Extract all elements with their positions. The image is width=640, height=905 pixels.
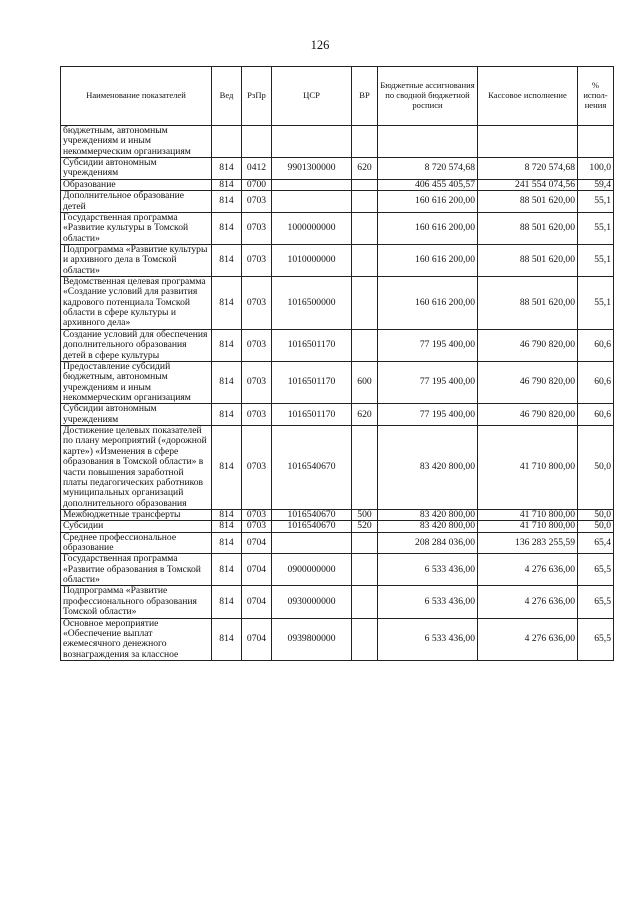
- cell-plan: 83 420 800,00: [378, 509, 478, 520]
- cell-pct: 55,1: [578, 212, 614, 244]
- cell-ved: 814: [212, 191, 242, 213]
- cell-ved: 814: [212, 521, 242, 532]
- cell-plan: 77 195 400,00: [378, 361, 478, 403]
- header-name: Наименование показателей: [61, 67, 212, 126]
- cell-csr: 1016540670: [272, 426, 352, 510]
- cell-rzpr: 0703: [242, 329, 272, 361]
- cell-rzpr: 0703: [242, 404, 272, 426]
- cell-ved: 814: [212, 404, 242, 426]
- cell-csr: 1010000000: [272, 244, 352, 276]
- cell-ved: 814: [212, 509, 242, 520]
- cell-ved: 814: [212, 554, 242, 586]
- cell-rzpr: [242, 126, 272, 158]
- cell-csr: 1016540670: [272, 521, 352, 532]
- header-vr: ВР: [352, 67, 378, 126]
- cell-csr: 0900000000: [272, 554, 352, 586]
- cell-vr: 620: [352, 404, 378, 426]
- cell-ved: 814: [212, 212, 242, 244]
- table-row: [61, 277, 614, 330]
- cell-ved: 814: [212, 179, 242, 190]
- table-row: [61, 521, 614, 532]
- cell-rzpr: 0703: [242, 361, 272, 403]
- cell-csr: [272, 532, 352, 554]
- cell-vr: [352, 426, 378, 510]
- cell-csr: 1000000000: [272, 212, 352, 244]
- cell-rzpr: 0703: [242, 509, 272, 520]
- cell-name: Субсидии: [61, 521, 212, 532]
- cell-name: Основное мероприятие «Обеспечение выплат ежемесячного денежного вознаграждения за классное: [61, 618, 212, 660]
- cell-fact: 4 276 636,00: [478, 618, 578, 660]
- cell-rzpr: 0703: [242, 191, 272, 213]
- cell-fact: 8 720 574,68: [478, 158, 578, 180]
- cell-plan: 160 616 200,00: [378, 277, 478, 330]
- cell-name: Подпрограмма «Развитие профессионального образования Томской области»: [61, 586, 212, 618]
- cell-name: Среднее профессиональное образование: [61, 532, 212, 554]
- cell-csr: [272, 126, 352, 158]
- cell-plan: 83 420 800,00: [378, 426, 478, 510]
- cell-fact: 46 790 820,00: [478, 404, 578, 426]
- cell-name: Достижение целевых показателей по плану мероприятий («дорожной карте») «Изменения в сфере образования в Томской области» в части повышения заработной платы педагогических работников муниципальных организаций дополнительного образования: [61, 426, 212, 510]
- cell-ved: 814: [212, 532, 242, 554]
- cell-csr: 1016500000: [272, 277, 352, 330]
- cell-name: бюджетным, автономным учреждениям и иным некоммерческим организациям: [61, 126, 212, 158]
- table-row: [61, 179, 614, 190]
- table-row: [61, 329, 614, 361]
- cell-vr: 600: [352, 361, 378, 403]
- cell-pct: 50,0: [578, 509, 614, 520]
- cell-vr: [352, 126, 378, 158]
- cell-csr: 1016540670: [272, 509, 352, 520]
- cell-rzpr: 0704: [242, 618, 272, 660]
- cell-plan: 208 284 036,00: [378, 532, 478, 554]
- table-header-row: [61, 67, 614, 126]
- cell-name: Субсидии автономным учреждениям: [61, 158, 212, 180]
- cell-fact: 4 276 636,00: [478, 554, 578, 586]
- cell-vr: 520: [352, 521, 378, 532]
- table-row: [61, 618, 614, 660]
- cell-plan: 83 420 800,00: [378, 521, 478, 532]
- cell-vr: [352, 329, 378, 361]
- cell-plan: 406 455 405,57: [378, 179, 478, 190]
- cell-pct: 100,0: [578, 158, 614, 180]
- cell-pct: 55,1: [578, 277, 614, 330]
- cell-rzpr: 0703: [242, 521, 272, 532]
- cell-ved: 814: [212, 586, 242, 618]
- cell-vr: [352, 586, 378, 618]
- cell-vr: [352, 277, 378, 330]
- cell-fact: 88 501 620,00: [478, 277, 578, 330]
- cell-ved: 814: [212, 244, 242, 276]
- cell-fact: 41 710 800,00: [478, 521, 578, 532]
- cell-pct: 65,5: [578, 554, 614, 586]
- cell-pct: 65,5: [578, 586, 614, 618]
- cell-plan: 160 616 200,00: [378, 212, 478, 244]
- cell-rzpr: 0412: [242, 158, 272, 180]
- cell-pct: 65,4: [578, 532, 614, 554]
- cell-pct: 60,6: [578, 361, 614, 403]
- cell-name: Предоставление субсидий бюджетным, автономным учреждениям и иным некоммерческим организациям: [61, 361, 212, 403]
- cell-plan: 6 533 436,00: [378, 554, 478, 586]
- table-row: [61, 212, 614, 244]
- cell-fact: 46 790 820,00: [478, 361, 578, 403]
- budget-table: [60, 66, 614, 661]
- cell-plan: 6 533 436,00: [378, 618, 478, 660]
- header-rzpr: РзПр: [242, 67, 272, 126]
- cell-plan: 77 195 400,00: [378, 404, 478, 426]
- cell-plan: 77 195 400,00: [378, 329, 478, 361]
- table-row: [61, 509, 614, 520]
- table-row: [61, 158, 614, 180]
- cell-vr: 620: [352, 158, 378, 180]
- cell-vr: [352, 179, 378, 190]
- cell-name: Государственная программа «Развитие культуры в Томской области»: [61, 212, 212, 244]
- cell-name: Государственная программа «Развитие образования в Томской области»: [61, 554, 212, 586]
- cell-fact: 41 710 800,00: [478, 426, 578, 510]
- cell-rzpr: 0704: [242, 554, 272, 586]
- cell-pct: 55,1: [578, 244, 614, 276]
- cell-fact: 41 710 800,00: [478, 509, 578, 520]
- cell-plan: 8 720 574,68: [378, 158, 478, 180]
- cell-ved: 814: [212, 618, 242, 660]
- cell-vr: [352, 244, 378, 276]
- header-pct: % испол- нения: [578, 67, 614, 126]
- cell-fact: 4 276 636,00: [478, 586, 578, 618]
- cell-fact: 88 501 620,00: [478, 191, 578, 213]
- cell-csr: 9901300000: [272, 158, 352, 180]
- cell-csr: [272, 179, 352, 190]
- header-csr: ЦСР: [272, 67, 352, 126]
- table-row: [61, 404, 614, 426]
- table-row: [61, 191, 614, 213]
- cell-csr: 0939800000: [272, 618, 352, 660]
- cell-vr: 500: [352, 509, 378, 520]
- table-row: [61, 532, 614, 554]
- cell-ved: 814: [212, 329, 242, 361]
- cell-fact: 136 283 255,59: [478, 532, 578, 554]
- cell-rzpr: 0703: [242, 212, 272, 244]
- cell-vr: [352, 212, 378, 244]
- cell-name: Ведомственная целевая программа «Создание условий для развития кадрового потенциала Томской области в сфере культуры и архивного дела»: [61, 277, 212, 330]
- cell-pct: 50,0: [578, 521, 614, 532]
- cell-rzpr: 0704: [242, 532, 272, 554]
- cell-ved: 814: [212, 158, 242, 180]
- table-row: [61, 126, 614, 158]
- cell-vr: [352, 532, 378, 554]
- header-ved: Вед: [212, 67, 242, 126]
- cell-ved: [212, 126, 242, 158]
- cell-plan: 6 533 436,00: [378, 586, 478, 618]
- cell-name: Субсидии автономным учреждениям: [61, 404, 212, 426]
- cell-ved: 814: [212, 361, 242, 403]
- cell-rzpr: 0703: [242, 426, 272, 510]
- page-number: 126: [310, 38, 330, 52]
- header-fact: Кассовое исполнение: [478, 67, 578, 126]
- cell-pct: [578, 126, 614, 158]
- cell-plan: 160 616 200,00: [378, 191, 478, 213]
- table-row: [61, 586, 614, 618]
- cell-fact: 241 554 074,56: [478, 179, 578, 190]
- table-row: [61, 554, 614, 586]
- cell-fact: 88 501 620,00: [478, 212, 578, 244]
- cell-name: Подпрограмма «Развитие культуры и архивного дела в Томской области»: [61, 244, 212, 276]
- cell-ved: 814: [212, 277, 242, 330]
- cell-pct: 50,0: [578, 426, 614, 510]
- cell-rzpr: 0700: [242, 179, 272, 190]
- cell-vr: [352, 618, 378, 660]
- cell-ved: 814: [212, 426, 242, 510]
- cell-csr: 1016501170: [272, 329, 352, 361]
- cell-csr: [272, 191, 352, 213]
- cell-fact: 46 790 820,00: [478, 329, 578, 361]
- cell-pct: 55,1: [578, 191, 614, 213]
- cell-pct: 60,6: [578, 329, 614, 361]
- cell-csr: 1016501170: [272, 361, 352, 403]
- cell-csr: 1016501170: [272, 404, 352, 426]
- cell-fact: [478, 126, 578, 158]
- cell-rzpr: 0704: [242, 586, 272, 618]
- table-row: [61, 361, 614, 403]
- cell-vr: [352, 191, 378, 213]
- cell-pct: 59,4: [578, 179, 614, 190]
- cell-name: Дополнительное образование детей: [61, 191, 212, 213]
- cell-rzpr: 0703: [242, 277, 272, 330]
- cell-name: Межбюджетные трансферты: [61, 509, 212, 520]
- cell-vr: [352, 554, 378, 586]
- cell-rzpr: 0703: [242, 244, 272, 276]
- cell-pct: 60,6: [578, 404, 614, 426]
- cell-csr: 0930000000: [272, 586, 352, 618]
- cell-name: Создание условий для обеспечения дополнительного образования детей в сфере культуры: [61, 329, 212, 361]
- table-row: [61, 244, 614, 276]
- cell-plan: 160 616 200,00: [378, 244, 478, 276]
- cell-name: Образование: [61, 179, 212, 190]
- cell-plan: [378, 126, 478, 158]
- cell-pct: 65,5: [578, 618, 614, 660]
- cell-fact: 88 501 620,00: [478, 244, 578, 276]
- header-plan: Бюджетные ассигнования по сводной бюджетной росписи: [378, 67, 478, 126]
- table-row: [61, 426, 614, 510]
